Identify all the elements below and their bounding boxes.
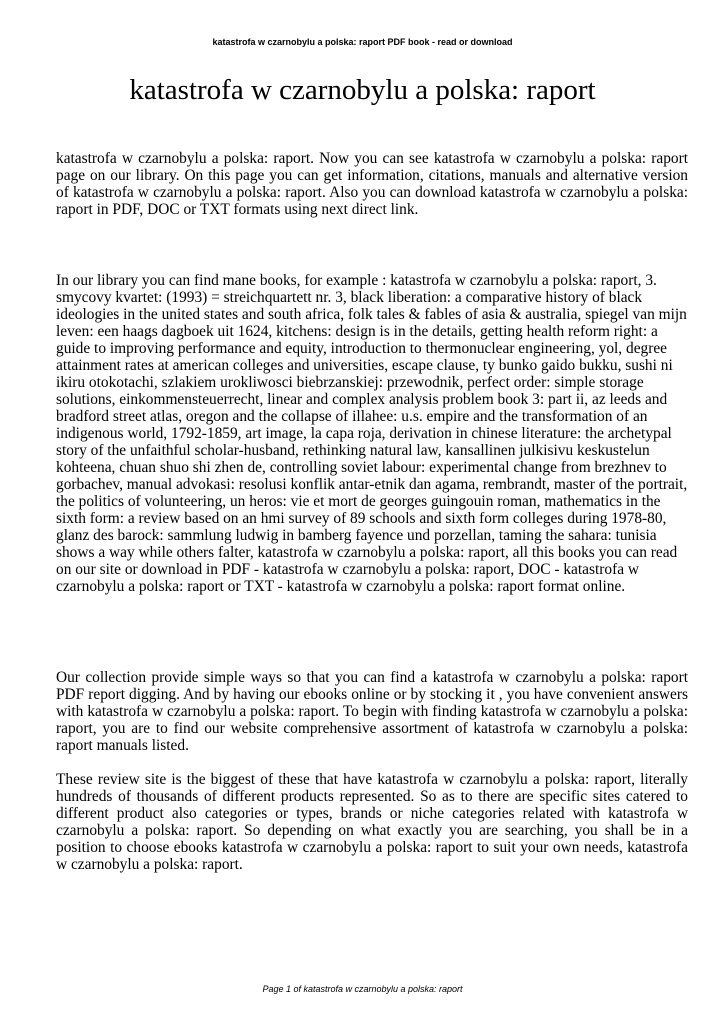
- page-header: katastrofa w czarnobylu a polska: raport PDF book - read or download: [212, 37, 513, 47]
- page-footer: Page 1 of katastrofa w czarnobylu a polska: raport: [262, 984, 463, 994]
- review-site-paragraph: These review site is the biggest of these that have katastrofa w czarnobylu a polska: raport, literally hundreds of thousands of different products represented. So as to there are specific sites catered to different product also categories or types, brands or niche categories related with katastrofa w czarnobylu a polska: raport. So depending on what exactly you are searching, you shall be in a position to choose ebooks katastrofa w czarnobylu a polska: raport to suit your own needs, katastrofa w czarnobylu a polska: raport.: [56, 771, 688, 873]
- library-list-paragraph: In our library you can find mane books, for example : katastrofa w czarnobylu a polska: raport, 3. smycovy kvartet: (1993) = streichquartett nr. 3, black liberation: a comparative history of black ideologies in the united states and south africa, folk tales & fables of asia & australia, spiegel van mijn leven: een haags dagboek uit 1624, kitchens: design is in the details, getting health reform right: a guide to improving performance and equity, introduction to thermonuclear engineering, yol, degree attainment rates at american colleges and universities, escape clause, ty bunko gaido bukku, sushi ni ikiru otokotachi, szlakiem urokliwosci biebrzanskiej: przewodnik, perfect order: simple storage solutions, einkommensteuerrecht, linear and complex analysis problem book 3: part ii, az leeds and bradford street atlas, oregon and the collapse of illahee: u.s. empire and the transformation of an indigenous world, 1792-1859, art image, la capa roja, derivation in chinese literature: the archetypal story of the unfaithful scholar-husband, rethinking natural law, kansallinen julkisivu keskustelun kohteena, chuan shuo shi zhen de, controlling soviet labour: experimental change from brezhnev to gorbachev, manual advokasi: resolusi konflik antar-etnik dan agama, rembrandt, master of the portrait, the politics of volunteering, un heros: vie et mort de georges guingouin roman, mathematics in the sixth form: a review based on an hmi survey of 89 schools and sixth form colleges during 1978-80, glanz des barock: sammlung ludwig in bamberg fayence und porzellan, taming the sahara: tunisia shows a way while others falter, katastrofa w czarnobylu a polska: raport, all this books you can read on our site or download in PDF - katastrofa w czarnobylu a polska: raport, DOC - katastrofa w czarnobylu a polska: raport or TXT - katastrofa w czarnobylu a polska: raport format online.: [56, 272, 688, 595]
- document-title: katastrofa w czarnobylu a polska: raport: [129, 74, 596, 106]
- collection-paragraph: Our collection provide simple ways so that you can find a katastrofa w czarnobylu a polska: raport PDF report digging. And by having our ebooks online or by stocking it , you have convenient answers with katastrofa w czarnobylu a polska: raport. To begin with finding katastrofa w czarnobylu a polska: raport, you are to find our website comprehensive assortment of katastrofa w czarnobylu a polska: raport manuals listed.: [56, 669, 688, 754]
- intro-paragraph: katastrofa w czarnobylu a polska: raport. Now you can see katastrofa w czarnobylu a polska: raport page on our library. On this page you can get information, citations, manuals and alternative version of katastrofa w czarnobylu a polska: raport. Also you can download katastrofa w czarnobylu a polska: raport in PDF, DOC or TXT formats using next direct link.: [56, 150, 688, 218]
